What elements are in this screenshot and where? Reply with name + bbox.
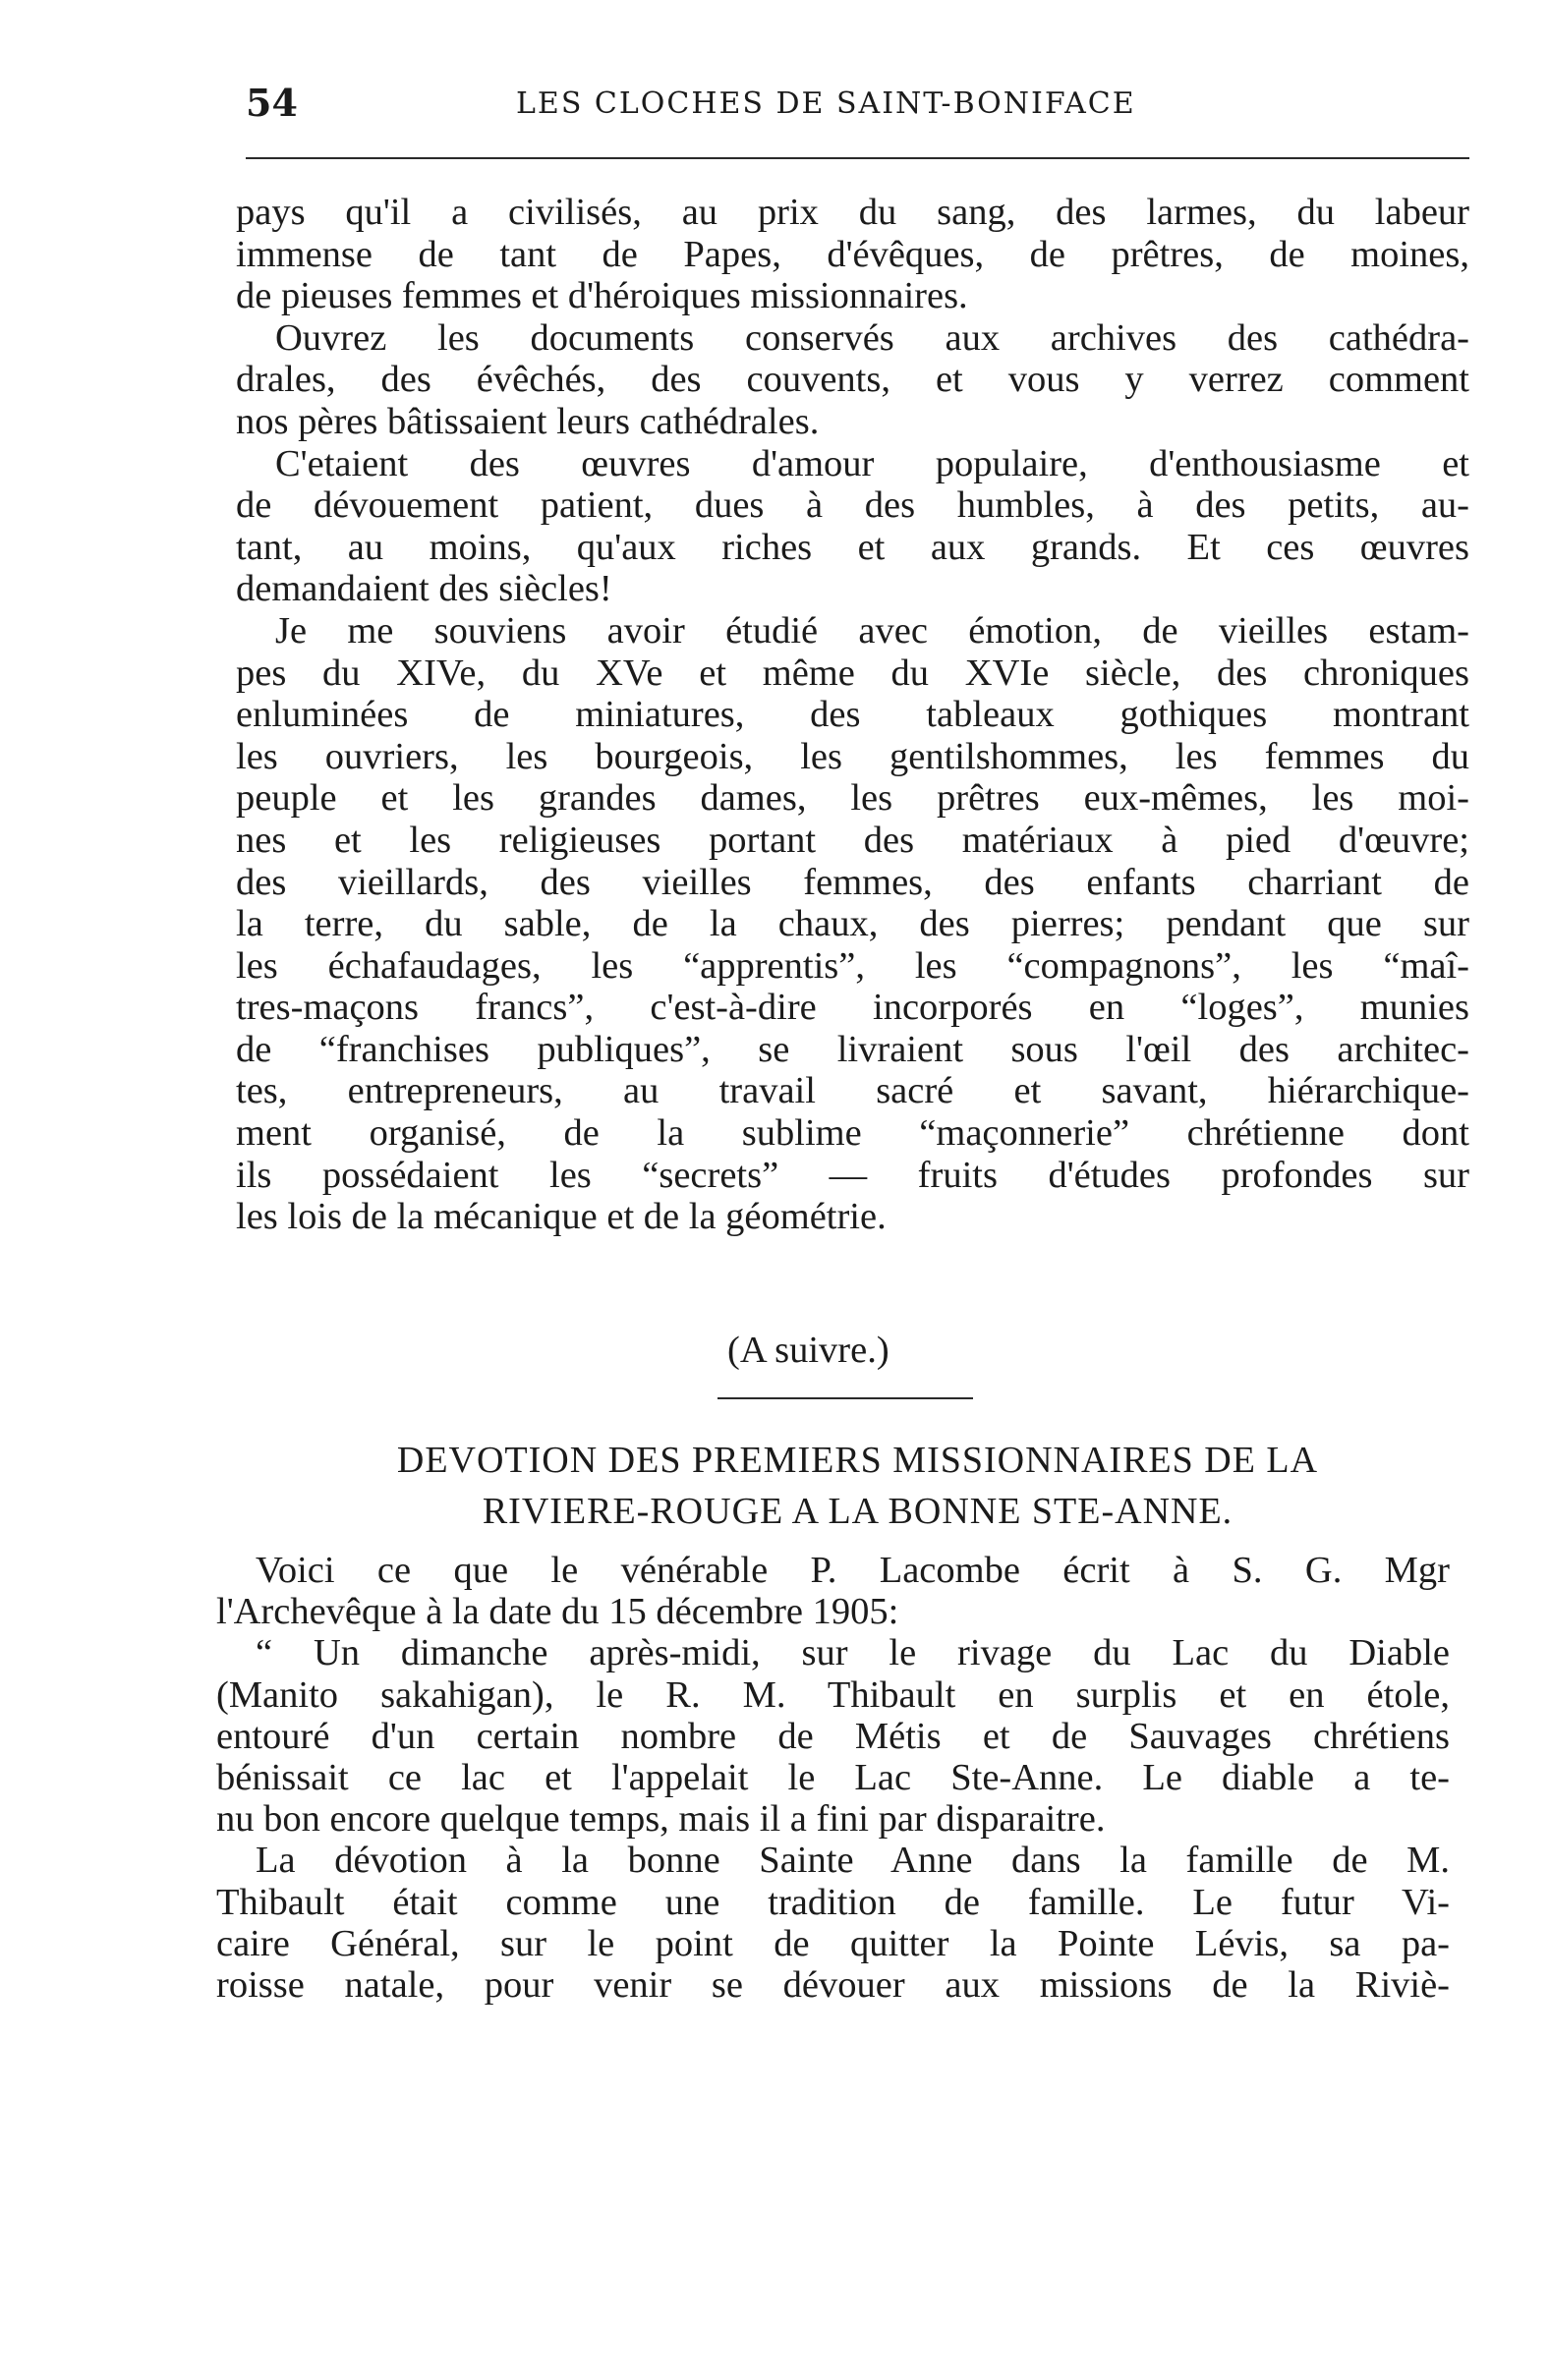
text-line: Je me souviens avoir étudié avec émotion, de vieilles estam- (275, 609, 1469, 652)
section-body (216, 1550, 1450, 2006)
text-line: C'etaient des œuvres d'amour populaire, d'enthousiasme et (275, 442, 1469, 484)
section-title (246, 1435, 1469, 1537)
text-line: les lois de la mécanique et de la géométrie. (236, 1196, 887, 1238)
text-line: nu bon encore quelque temps, mais il a fini par disparaitre. (216, 1798, 1106, 1841)
text-line: caire Général, sur le point de quitter la Pointe Lévis, sa pa- (216, 1922, 1450, 1964)
text-line: ment organisé, de la sublime “maçonnerie” chrétienne dont (236, 1112, 1469, 1155)
text-line: (Manito sakahigan), le R. M. Thibault en surplis et en étole, (216, 1673, 1450, 1716)
text-line: drales, des évêchés, des couvents, et vous y verrez comment (236, 359, 1469, 401)
text-line: bénissait ce lac et l'appelait le Lac Ste-Anne. Le diable a te- (216, 1757, 1450, 1799)
text-line: peuple et les grandes dames, les prêtres eux-mêmes, les moi- (236, 777, 1469, 820)
text-line: La dévotion à la bonne Sainte Anne dans la famille de M. (256, 1840, 1450, 1882)
text-line: nos pères bâtissaient leurs cathédrales. (236, 400, 820, 442)
text-line: entouré d'un certain nombre de Métis et de Sauvages chrétiens (216, 1715, 1450, 1757)
section-title-line-1: DEVOTION DES PREMIERS MISSIONNAIRES DE LA (396, 1440, 1319, 1481)
page-number: 54 (246, 81, 298, 125)
to-follow-note: (A suivre.) (727, 1330, 889, 1371)
text-line: immense de tant de Papes, d'évêques, de prêtres, de moines, (236, 233, 1469, 275)
text-line: enluminées de miniatures, des tableaux gothiques montrant (236, 694, 1469, 736)
text-line: les ouvriers, les bourgeois, les gentilshommes, les femmes du (236, 735, 1469, 777)
text-line: tres-maçons francs”, c'est-à-dire incorporés en “loges”, munies (236, 987, 1469, 1029)
text-line: pays qu'il a civilisés, au prix du sang, des larmes, du labeur (236, 192, 1469, 233)
section-divider (717, 1397, 973, 1399)
text-line: l'Archevêque à la date du 15 décembre 1905: (216, 1591, 899, 1633)
text-line: ils possédaient les “secrets” — fruits d'études profondes sur (236, 1154, 1469, 1196)
running-title: LES CLOCHES DE SAINT-BONIFACE (516, 86, 1136, 121)
text-line: Thibault était comme une tradition de famille. Le futur Vi- (216, 1881, 1450, 1923)
text-line: des vieillards, des vieilles femmes, des enfants charriant de (236, 861, 1469, 903)
section-title-line-2: RIVIERE-ROUGE A LA BONNE STE-ANNE. (482, 1491, 1233, 1532)
text-line: la terre, du sable, de la chaux, des pierres; pendant que sur (236, 903, 1469, 945)
text-line: tant, au moins, qu'aux riches et aux grands. Et ces œuvres (236, 526, 1469, 568)
text-line: de pieuses femmes et d'héroiques missionnaires. (236, 275, 968, 317)
text-line: les échafaudages, les “apprentis”, les “compagnons”, les “maî- (236, 944, 1469, 987)
text-line: Ouvrez les documents conservés aux archives des cathédra- (275, 316, 1469, 359)
page-header (246, 81, 1469, 140)
text-line: pes du XIVe, du XVe et même du XVIe siècle, des chroniques (236, 652, 1469, 694)
text-line: “ Un dimanche après-midi, sur le rivage du Lac du Diable (256, 1632, 1450, 1674)
text-line: roisse natale, pour venir se dévouer aux missions de la Riviè- (216, 1964, 1450, 2007)
article-body (236, 192, 1469, 1238)
text-line: demandaient des siècles! (236, 568, 612, 610)
text-line: Voici ce que le vénérable P. Lacombe écrit à S. G. Mgr (256, 1550, 1450, 1591)
header-rule (246, 157, 1469, 159)
text-line: tes, entrepreneurs, au travail sacré et savant, hiérarchique- (236, 1070, 1469, 1112)
text-line: de “franchises publiques”, se livraient sous l'œil des architec- (236, 1028, 1469, 1070)
text-line: de dévouement patient, dues à des humbles, à des petits, au- (236, 484, 1469, 527)
text-line: nes et les religieuses portant des matériaux à pied d'œuvre; (236, 819, 1469, 861)
